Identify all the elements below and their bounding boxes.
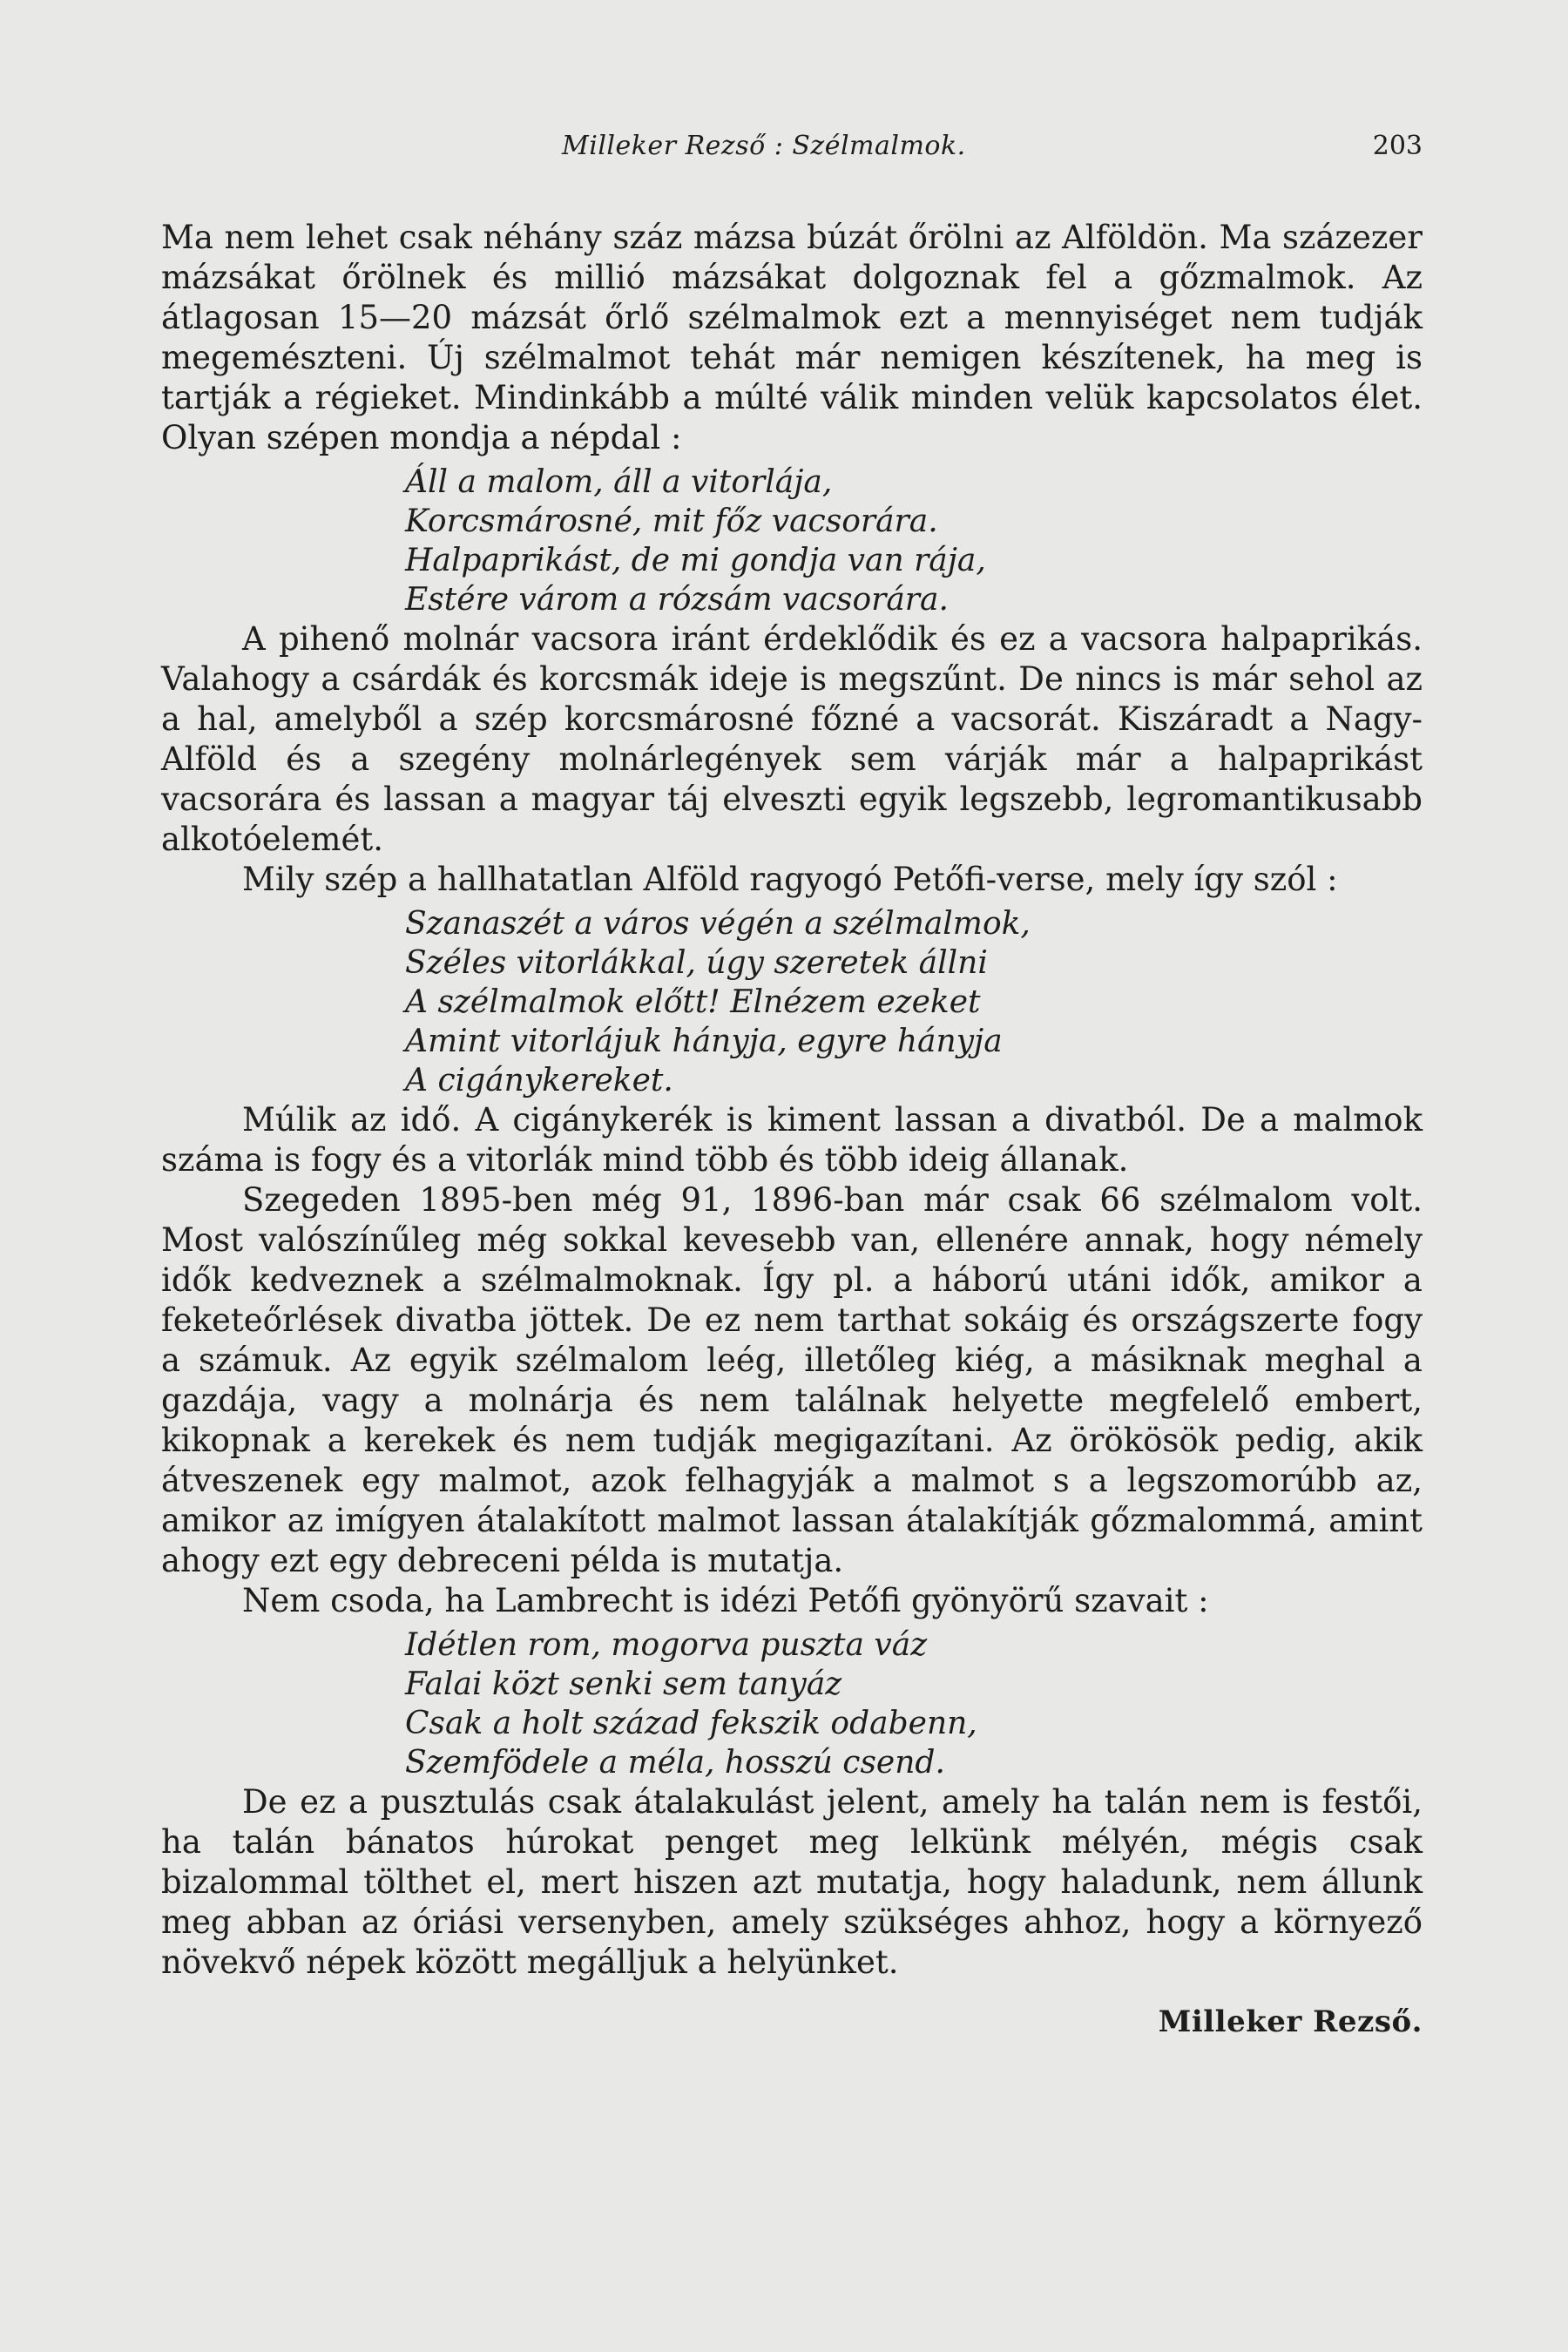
verse-line: Idétlen rom, mogorva puszta váz: [405, 1627, 928, 1663]
verse-line: A szélmalmok előtt! Elnézem ezeket: [405, 984, 981, 1020]
page-number: 203: [1372, 131, 1423, 161]
verse-line: A cigánykereket.: [405, 1063, 673, 1098]
paragraph: Szegeden 1895-ben még 91, 1896-ban már csak 66 szélmalom volt. Most valószínűleg még sokkal kevesebb van, ellenére annak, hogy némely idők kedveznek a szélmalmoknak. Így pl. a háború utáni idők, amikor a feketeőrlések divatba jöttek. De ez nem tarthat sokáig és országszerte fogy a számuk. Az egyik szélmalom leég, illetőleg kiég, a másiknak meghal a gazdája, vagy a molnárja és nem találnak helyette megfelelő embert, kikopnak a kerekek és nem tudják megigazítani. Az örökösök pedig, akik átveszenek egy malmot, azok felhagyják a malmot s a legszomorúbb az, amikor az imígyen átalakított malmot lassan átalakítják gőzmalommá, amint ahogy ezt egy debreceni példa is mutatja.: [161, 1181, 1423, 1579]
verse-quote: [405, 1625, 1423, 1782]
paragraph: A pihenő molnár vacsora iránt érdeklődik és ez a vacsora halpaprikás. Valahogy a csárdák és korcsmák ideje is megszűnt. De nincs is már sehol az a hal, amelyből a szép korcsmárosné főzné a vacsorát. Kiszáradt a Nagy-Alföld és a szegény molnárlegények sem várják már a halpaprikást vacsorára és lassan a magyar táj elveszti egyik legszebb, legromantikusabb alkotóelemét.: [161, 620, 1423, 858]
paragraph: Ma nem lehet csak néhány száz mázsa búzát őrölni az Alföldön. Ma százezer mázsákat őrölnek és millió mázsákat dolgoznak fel a gőzmalmok. Az átlagosan 15—20 mázsát őrlő szélmalmok ezt a mennyiséget nem tudják megemészteni. Új szélmalmot tehát már nemigen készítenek, ha meg is tartják a régieket. Mindinkább a múlté válik minden velük kapcsolatos élet. Olyan szépen mondja a népdal :: [161, 219, 1423, 456]
page-header: [161, 131, 1423, 174]
verse-line: Falai közt senki sem tanyáz: [405, 1666, 842, 1702]
verse-line: Csak a holt század fekszik odabenn,: [405, 1706, 977, 1741]
author-signature: Milleker Rezső.: [1158, 2004, 1423, 2039]
article-body: [161, 218, 1423, 2042]
verse-line: Halpaprikást, de mi gondja van rája,: [405, 543, 986, 578]
paragraph: Múlik az idő. A cigánykerék is kiment lassan a divatból. De a malmok száma is fogy és a vitorlák mind több és több ideig állanak.: [161, 1101, 1423, 1179]
running-title: Milleker Rezső : Szélmalmok.: [562, 131, 966, 161]
verse-line: Szemfödele a méla, hosszú csend.: [405, 1745, 945, 1781]
verse-quote: [405, 463, 1423, 619]
verse-line: Amint vitorlájuk hányja, egyre hányja: [405, 1024, 1003, 1059]
verse-line: Szanaszét a város végén a szélmalmok,: [405, 906, 1031, 942]
verse-line: Áll a malom, áll a vitorlája,: [405, 464, 833, 500]
verse-quote: [405, 904, 1423, 1100]
paragraph: Mily szép a hallhatatlan Alföld ragyogó Petőfi-verse, mely így szól :: [242, 861, 1338, 898]
paragraph: De ez a pusztulás csak átalakulást jelent, amely ha talán nem is festői, ha talán bánatos húrokat penget meg lelkünk mélyén, mégis csak bizalommal tölthet el, mert hiszen azt mutatja, hogy haladunk, nem állunk meg abban az óriási versenyben, amely szükséges ahhoz, hogy a környező növekvő népek között megálljuk a helyünket.: [161, 1783, 1423, 1981]
paragraph: Nem csoda, ha Lambrecht is idézi Petőfi gyönyörű szavait :: [242, 1582, 1209, 1619]
verse-line: Estére várom a rózsám vacsorára.: [405, 582, 949, 618]
verse-line: Korcsmárosné, mit főz vacsorára.: [405, 504, 938, 539]
verse-line: Széles vitorlákkal, úgy szeretek állni: [405, 945, 988, 981]
